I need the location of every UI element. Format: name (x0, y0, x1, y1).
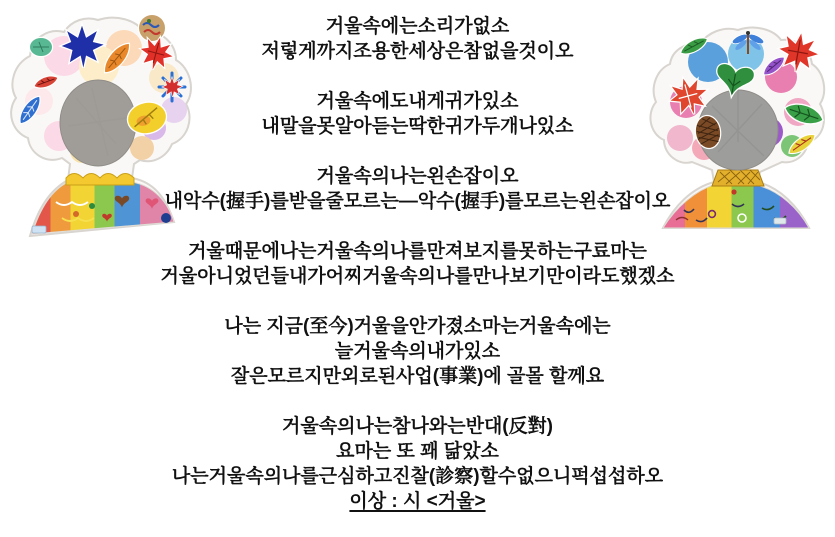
poem-line: 거울아니었던들내가어찌거울속의나를만나보기만이라도했겠소 (160, 266, 675, 287)
poem-line: 거울속에는소리가없소 (325, 16, 510, 37)
poem-line: 거울때문에나는거울속의나를만져보지를못하는구료마는 (188, 241, 647, 262)
poem-line: 거울속의나는참나와는반대(反對) (282, 416, 553, 437)
poem-stanza-4 (0, 239, 835, 289)
poem-line: 내말을못알아듣는딱한귀가두개나있소 (261, 116, 574, 137)
poem-line: 거울속의나는왼손잡이오 (316, 166, 519, 187)
poem-line: 내악수(握手)를받을줄모르는—악수(握手)를모르는왼손잡이오 (164, 191, 671, 212)
poem-stanza-3 (0, 164, 835, 214)
poem-stanza-1 (0, 14, 835, 64)
poem-stanza-2 (0, 89, 835, 139)
poem-line: 잘은모르지만외로된사업(事業)에 골몰 할께요 (230, 366, 605, 387)
poem-line: 나는거울속의나를근심하고진찰(診察)할수없으니퍽섭섭하오 (171, 466, 664, 487)
poem-text-block (0, 14, 835, 514)
poem-line: 늘거울속의내가있소 (334, 341, 501, 362)
poem-stanza-6 (0, 414, 835, 514)
poem-attribution: 이상 : 시 <거울> (349, 491, 486, 512)
poem-line: 요마는 또 꽤 닮았소 (336, 441, 499, 462)
poem-line: 나는 지금(至今)거울을안가졌소마는거울속에는 (224, 316, 611, 337)
poem-line: 저렇게까지조용한세상은참없을것이오 (261, 41, 574, 62)
poem-stanza-5 (0, 314, 835, 389)
poem-line: 거울속에도내게귀가있소 (316, 91, 519, 112)
